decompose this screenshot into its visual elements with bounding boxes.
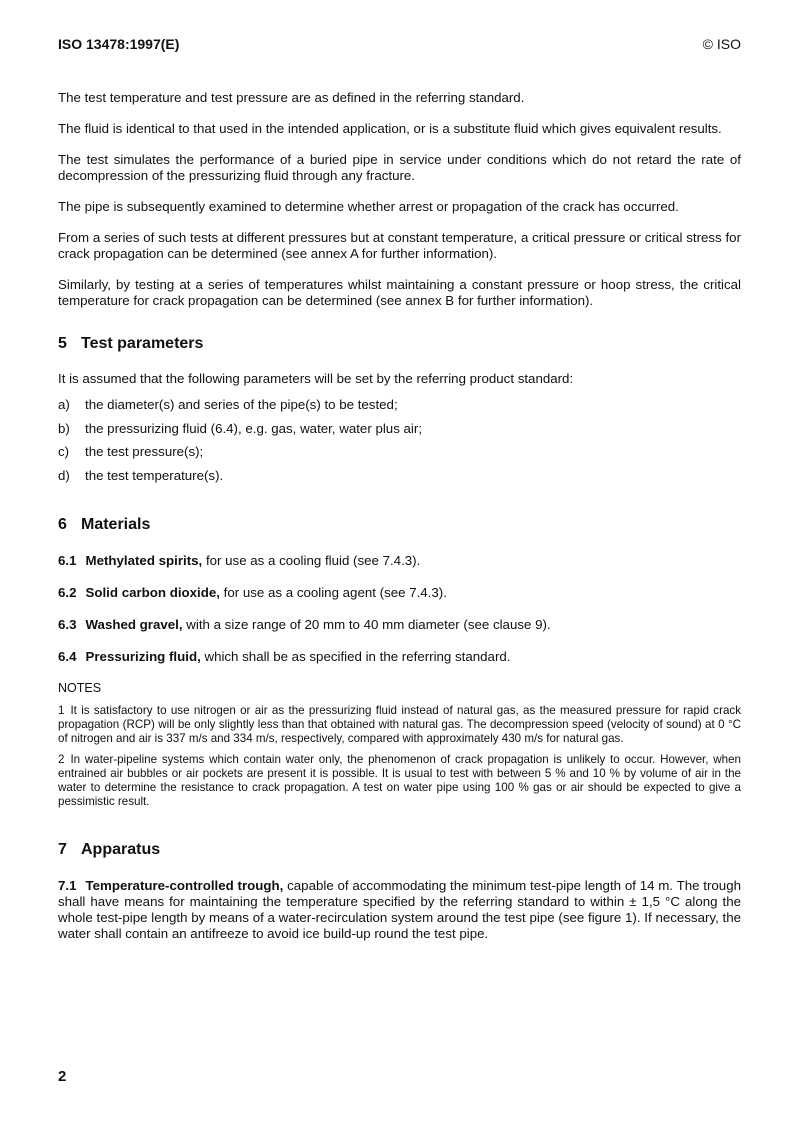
section-number: 7 [58, 840, 67, 858]
section-title: Test parameters [81, 335, 204, 352]
clause-text: capable of accommodating the minimum test-pipe length of 14 m. The trough shall have means for maintaining the temperature specified by the referring standard to within ± 1,5 °C along the whole test-pipe length by means of a water-recirculation system around the test pipe (see figure 1). If necessary, the water shall contain an antifreeze to avoid ice build-up round the test pipe. [58, 877, 741, 941]
clause-number: 7.1 [58, 877, 77, 893]
clause-title: Pressurizing fluid, [85, 648, 201, 664]
clause-6-3 [58, 617, 741, 633]
clause-text: for use as a cooling fluid (see 7.4.3). [202, 552, 421, 568]
list-item [58, 444, 741, 460]
clause-text: with a size range of 20 mm to 40 mm diameter (see clause 9). [182, 616, 551, 632]
clause-6-2 [58, 585, 741, 601]
clause-title: Solid carbon dioxide, [85, 584, 220, 600]
clause-6-1 [58, 553, 741, 569]
intro-paragraph: The pipe is subsequently examined to determine whether arrest or propagation of the crack has occurred. [58, 199, 679, 214]
note-number: 2 [58, 752, 65, 766]
section-heading-6 [58, 516, 741, 534]
section-title: Apparatus [81, 840, 161, 858]
note-item [58, 704, 741, 746]
copyright-notice: © ISO [702, 36, 741, 52]
clause-number: 6.1 [58, 552, 77, 568]
section-heading-7 [58, 841, 741, 859]
clause-text: which shall be as specified in the referring standard. [200, 648, 511, 664]
clause-title: Temperature-controlled trough, [85, 877, 284, 893]
note-text: In water-pipeline systems which contain water only, the phenomenon of crack propagation is unlikely to occur. However, when entrained air bubbles or air pockets are present it is possible. It is usual to test with between 5 % and 10 % by volume of air in the water to determine the resistance to crack propagation. A test on water pipe using 100 % gas or air should be expected to give a pessimistic result. [58, 752, 741, 808]
list-label: d) [58, 467, 70, 483]
clause-number: 6.3 [58, 616, 77, 632]
section-title: Materials [81, 515, 151, 533]
section-heading-5 [58, 335, 741, 353]
list-label: a) [58, 397, 70, 412]
clause-7-1 [58, 878, 741, 942]
note-text: It is satisfactory to use nitrogen or air as the pressurizing fluid instead of natural gas, as the measured pressure for rapid crack propagation (RCP) will be only slightly less than that obtained with natural gas. The decompression speed (velocity of sound) at 0 °C of nitrogen and air is 337 m/s and 334 m/s, respectively, compared with approximately 430 m/s for natural gas. [58, 703, 741, 745]
intro-paragraph: The test simulates the performance of a buried pipe in service under conditions which do not retard the rate of decompression of the pressurizing fluid through any fracture. [58, 152, 741, 183]
list-item [58, 421, 741, 437]
list-text: the test temperature(s). [85, 467, 224, 483]
note-number: 1 [58, 703, 65, 717]
page-number: 2 [58, 1068, 67, 1085]
clause-6-4 [58, 649, 741, 665]
intro-paragraph: Similarly, by testing at a series of temperatures whilst maintaining a constant pressure or hoop stress, the critical temperature for crack propagation can be determined (see annex B for further information). [58, 277, 741, 308]
note-item [58, 753, 741, 809]
list-text: the pressurizing fluid (6.4), e.g. gas, water, water plus air; [85, 420, 423, 436]
document-body [58, 90, 741, 958]
clause-number: 6.4 [58, 648, 77, 664]
intro-paragraph: The fluid is identical to that used in the intended application, or is a substitute fluid which gives equivalent results. [58, 121, 722, 136]
section-number: 6 [58, 515, 67, 533]
intro-paragraph: The test temperature and test pressure are as defined in the referring standard. [58, 90, 525, 105]
clause-title: Washed gravel, [85, 616, 183, 632]
clause-text: for use as a cooling agent (see 7.4.3). [219, 584, 447, 600]
list-text: the diameter(s) and series of the pipe(s) to be tested; [85, 397, 398, 412]
list-item [58, 397, 741, 413]
clause-number: 6.2 [58, 584, 77, 600]
section-intro: It is assumed that the following parameters will be set by the referring product standard: [58, 371, 574, 386]
clause-title: Methylated spirits, [85, 552, 203, 568]
document-id: ISO 13478:1997(E) [58, 36, 180, 52]
list-label: b) [58, 420, 70, 436]
section-number: 5 [58, 335, 67, 352]
intro-paragraph: From a series of such tests at different pressures but at constant temperature, a critical pressure or critical stress for crack propagation can be determined (see annex A for further information). [58, 230, 741, 261]
list-label: c) [58, 444, 70, 459]
list-text: the test pressure(s); [85, 444, 204, 459]
list-item [58, 468, 741, 484]
notes-heading: NOTES [58, 680, 102, 695]
